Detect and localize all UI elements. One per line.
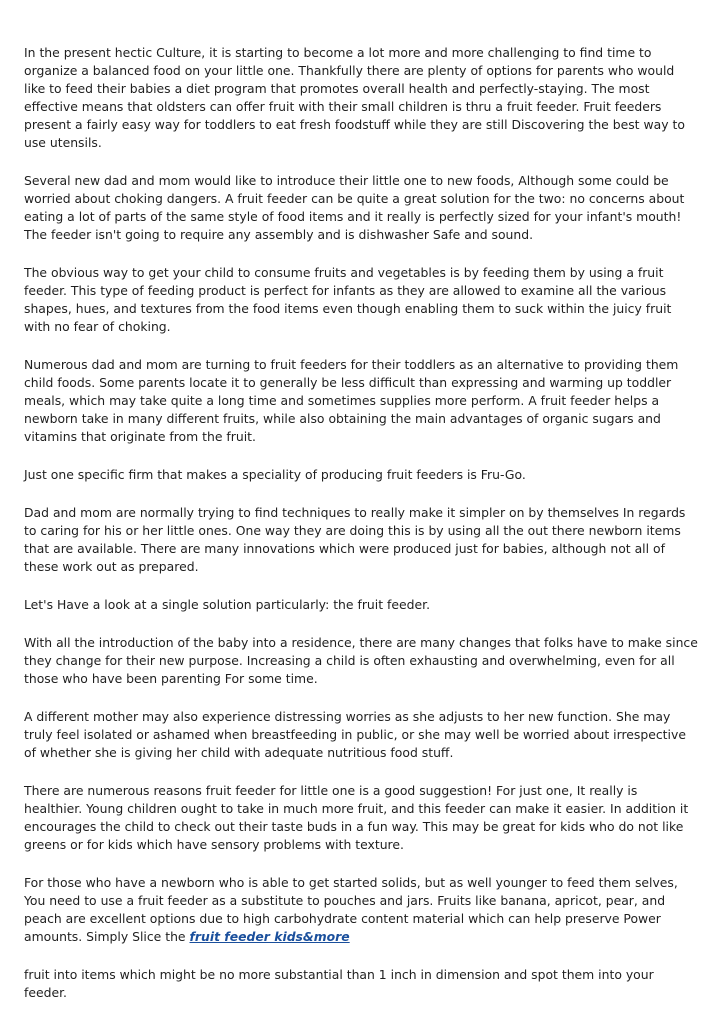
paragraph-1: In the present hectic Culture, it is starting to become a lot more and more challenging to find time to organize a balanced food on your little one. Thankfully there are plenty of options for parents who would like to feed their babies a diet program that promotes overall health and perfectly-staying. The most effective means that oldsters can offer fruit with their small children is thru a fruit feeder. Fruit feeders present a fairly easy way for toddlers to eat fresh foodstuff while they are still Discovering the best way to use utensils. [24, 45, 685, 150]
paragraph-11 [24, 874, 699, 946]
paragraph-10: There are numerous reasons fruit feeder for little one is a good suggestion! For just one, It really is healthier. Young children ought to take in much more fruit, and this feeder can make it easier. In addition it encourages the child to check out their taste buds in a fun way. This may be great for kids who do not like greens or for kids which have sensory problems with texture. [24, 783, 689, 852]
paragraph-6: Dad and mom are normally trying to find techniques to really make it simpler on by themselves In regards to caring for his or her little ones. One way they are doing this is by using all the out there newborn items that are available. There are many innovations which were produced just for babies, although not all of these work out as prepared. [24, 505, 686, 574]
paragraph-7: Let's Have a look at a single solution particularly: the fruit feeder. [24, 597, 431, 612]
paragraph-8: With all the introduction of the baby into a residence, there are many changes that folks have to make since they change for their new purpose. Increasing a child is often exhausting and overwhelming, even for all those who have been parenting For some time. [24, 635, 698, 686]
paragraph-12: fruit into items which might be no more substantial than 1 inch in dimension and spot them into your feeder. [24, 967, 654, 1000]
fruit-feeder-link[interactable]: fruit feeder kids&more [189, 929, 350, 944]
paragraph-3: The obvious way to get your child to consume fruits and vegetables is by feeding them by using a fruit feeder. This type of feeding product is perfect for infants as they are allowed to examine all the various shapes, hues, and textures from the food items even though enabling them to suck within the juicy fruit with no fear of choking. [24, 265, 672, 334]
paragraph-2: Several new dad and mom would like to introduce their little one to new foods, Although some could be worried about choking dangers. A fruit feeder can be quite a great solution for the two: no concerns about eating a lot of parts of the same style of food items and it really is perfectly sized for your infant's mouth! The feeder isn't going to require any assembly and is dishwasher Safe and sound. [24, 173, 685, 242]
article-body [24, 44, 699, 1022]
paragraph-9: A different mother may also experience distressing worries as she adjusts to her new function. She may truly feel isolated or ashamed when breastfeeding in public, or she may well be worried about irrespective of whether she is giving her child with adequate nutritious food stuff. [24, 709, 686, 760]
paragraph-4: Numerous dad and mom are turning to fruit feeders for their toddlers as an alternative to providing them child foods. Some parents locate it to generally be less difficult than expressing and warming up toddler meals, which may take quite a long time and sometimes supplies more perform. A fruit feeder helps a newborn take in many different fruits, while also obtaining the main advantages of organic sugars and vitamins that originate from the fruit. [24, 357, 679, 444]
paragraph-5: Just one specific firm that makes a speciality of producing fruit feeders is Fru-Go. [24, 467, 526, 482]
paragraph-11-text: For those who have a newborn who is able to get started solids, but as well younger to feed them selves, You need to use a fruit feeder as a substitute to pouches and jars. Fruits like banana, apricot, pear, and peach are excellent options due to high carbohydrate content material which can help preserve Power amounts. Simply Slice the [24, 875, 678, 944]
